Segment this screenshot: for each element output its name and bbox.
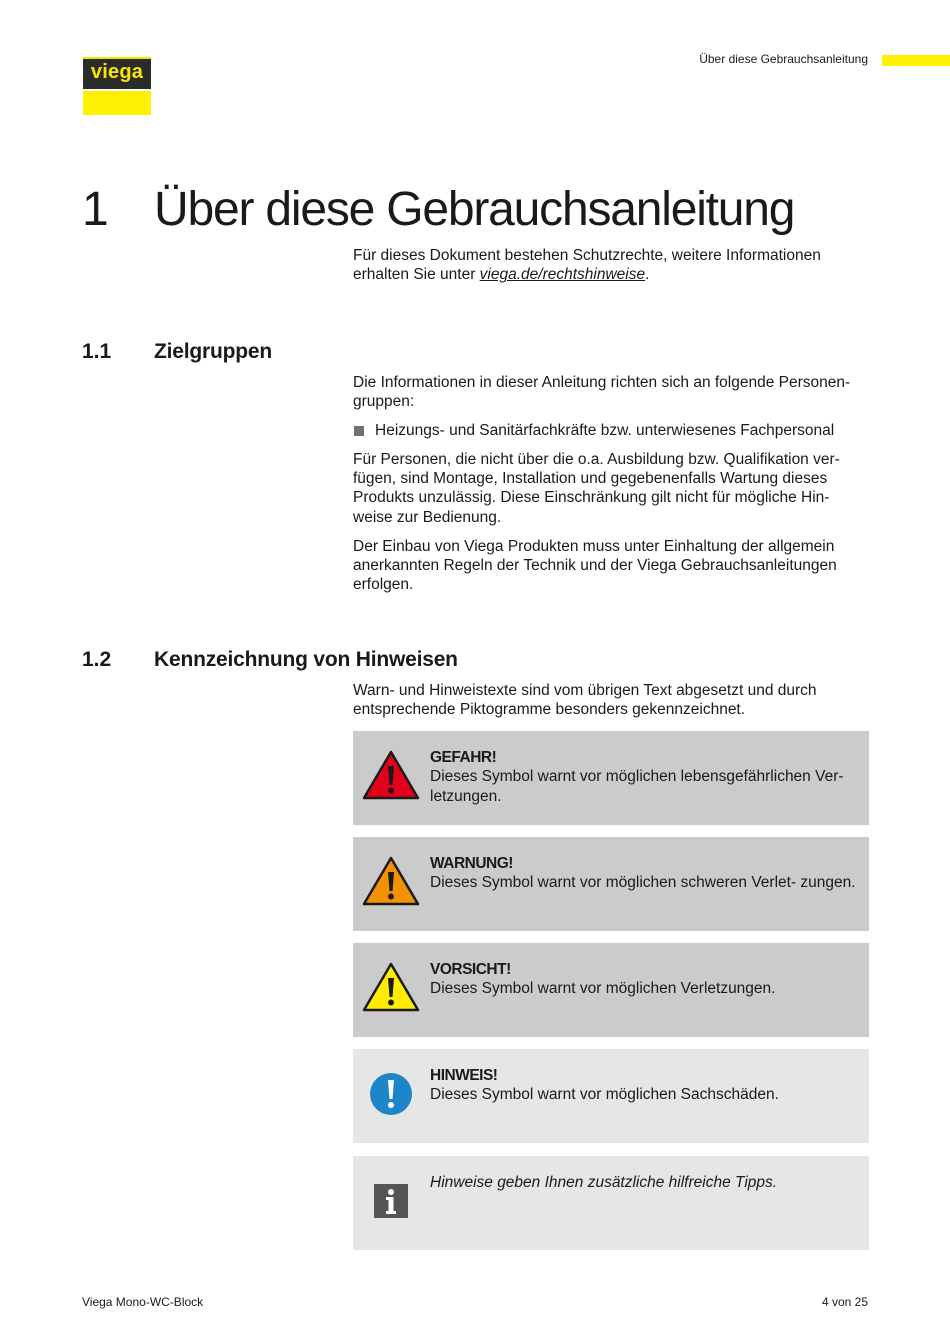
notice-label: VORSICHT! xyxy=(430,961,511,978)
notice-text-block xyxy=(430,1066,861,1105)
section-1-1-body xyxy=(353,373,869,604)
qualification-paragraph: Für Personen, die nicht über die o.a. Ausbildung bzw. Qualifikation ver- fügen, sind Montage, Installation und gegebenenfalls Wartung dieses Produkts unzulässig. Diese Einschränkung gilt nicht für mögliche Hin- weise zur Bedienung. xyxy=(353,450,840,526)
section-number-1-2: 1.2 xyxy=(82,648,112,671)
danger-notice xyxy=(353,731,869,825)
section-title-1-2: Kennzeichnung von Hinweisen xyxy=(154,648,458,671)
chapter-title: Über diese Gebrauchsanleitung xyxy=(154,183,795,236)
running-header: Über diese Gebrauchsanleitung xyxy=(699,52,868,66)
notice-label: GEFAHR! xyxy=(430,749,497,766)
section-title-1-1: Zielgruppen xyxy=(154,340,272,363)
notice-text-block xyxy=(430,748,861,806)
installation-paragraph: Der Einbau von Viega Produkten muss unter Einhaltung der allgemein anerkannten Regeln der Technik und der Viega Gebrauchsanleitungen erfolgen. xyxy=(353,537,837,594)
legal-notice-link[interactable]: viega.de/rechtshinweise xyxy=(479,266,646,284)
viega-logo xyxy=(83,57,151,115)
logo-wordmark: viega xyxy=(90,61,144,83)
section-number-1-1: 1.1 xyxy=(82,340,112,363)
header-yellow-bar xyxy=(882,55,950,66)
notice-text-block xyxy=(430,960,861,999)
logo-yellow-block xyxy=(83,91,151,115)
notice-text-block xyxy=(430,854,861,893)
info-notice xyxy=(353,1156,869,1250)
notice-description: Hinweise geben Ihnen zusätzliche hilfreiche Tipps. xyxy=(430,1174,778,1191)
notice-description: Dieses Symbol warnt vor möglichen schweren Verlet- zungen. xyxy=(430,874,856,892)
danger-triangle-icon xyxy=(362,749,420,801)
chapter-intro xyxy=(353,246,869,294)
hint-notice xyxy=(353,1049,869,1143)
notice-description: Dieses Symbol warnt vor möglichen Sachschäden. xyxy=(430,1086,779,1104)
notice-intro-paragraph: Warn- und Hinweistexte sind vom übrigen Text abgesetzt und durch entsprechende Piktogramme besonders gekennzeichnet. xyxy=(353,682,817,719)
caution-notice xyxy=(353,943,869,1037)
warning-triangle-icon xyxy=(362,855,420,907)
intro-paragraph: Für dieses Dokument bestehen Schutzrechte, weitere Informationen erhalten Sie unter viega.de/rechtshinweise. xyxy=(353,247,821,284)
chapter-number: 1 xyxy=(82,183,108,236)
list-item-text: Heizungs- und Sanitärfachkräfte bzw. unterwiesenes Fachpersonal xyxy=(375,422,835,440)
info-icon xyxy=(362,1174,420,1226)
notice-description: Dieses Symbol warnt vor möglichen Verletzungen. xyxy=(430,980,776,998)
notice-description: Dieses Symbol warnt vor möglichen lebensgefährlichen Ver- letzungen. xyxy=(430,768,844,805)
notice-circle-icon xyxy=(362,1067,420,1119)
list-item xyxy=(353,421,869,440)
target-groups-paragraph: Die Informationen in dieser Anleitung richten sich an folgende Personen- gruppen: xyxy=(353,374,851,411)
notice-label: HINWEIS! xyxy=(430,1067,498,1084)
warning-notice xyxy=(353,837,869,931)
notice-text-block xyxy=(430,1173,861,1192)
footer-page-number: 4 von 25 xyxy=(821,1295,868,1309)
square-bullet-icon xyxy=(354,426,364,436)
footer-product-name: Viega Mono-WC-Block xyxy=(82,1295,204,1309)
logo-wordmark-area xyxy=(83,57,151,89)
section-1-2-body xyxy=(353,681,869,729)
caution-triangle-icon xyxy=(362,961,420,1013)
notice-label: WARNUNG! xyxy=(430,855,513,872)
